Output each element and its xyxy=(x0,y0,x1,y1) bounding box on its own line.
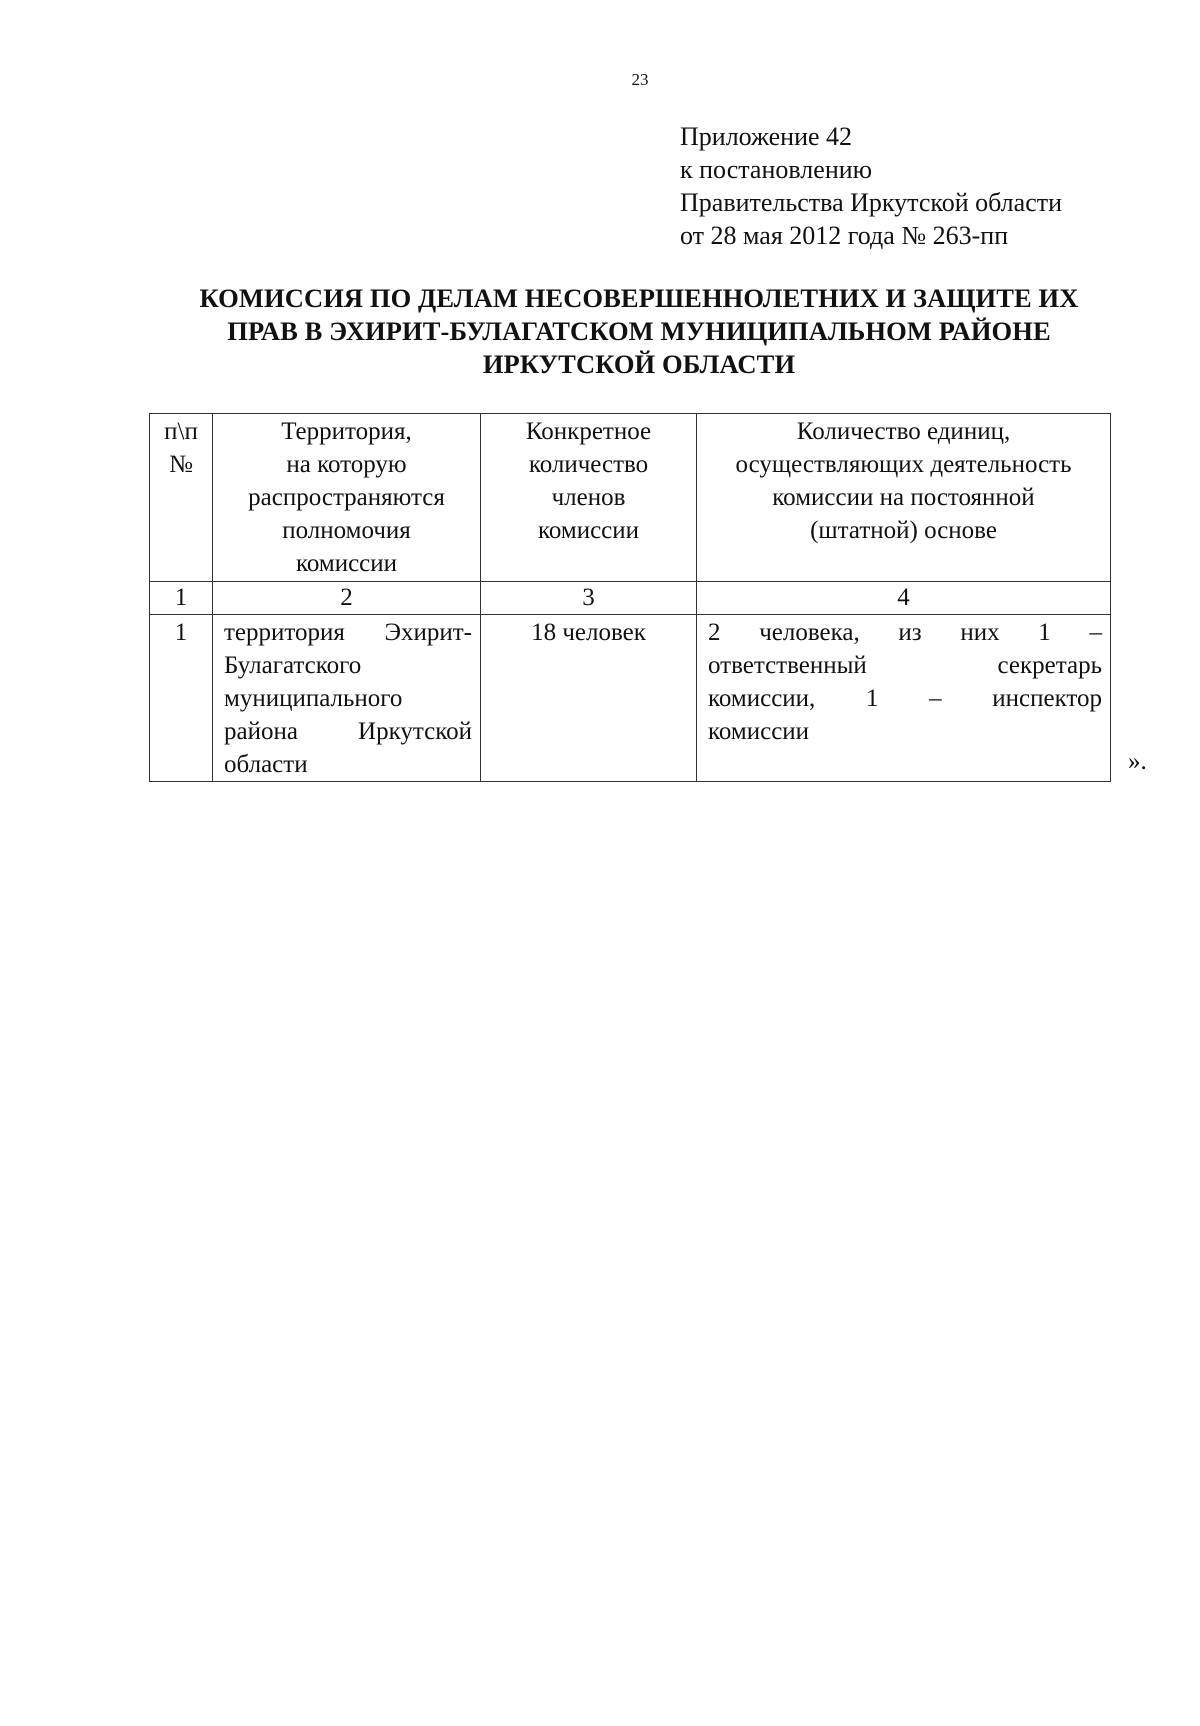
header-line: комиссии xyxy=(537,517,640,544)
header-number xyxy=(150,414,213,582)
row-territory xyxy=(213,615,481,782)
header-members xyxy=(481,414,697,582)
header-line: № xyxy=(169,451,193,478)
header-units xyxy=(697,414,1111,582)
units-line: комиссии, 1 – инспектор xyxy=(708,685,1102,712)
row-number: 1 xyxy=(150,615,213,782)
territory-line: Булагатского xyxy=(224,652,362,679)
territory-line: муниципального xyxy=(224,685,403,712)
title-line: ПРАВ В ЭХИРИТ-БУЛАГАТСКОМ МУНИЦИПАЛЬНОМ РАЙОНЕ xyxy=(227,316,1051,346)
column-number: 3 xyxy=(481,582,697,615)
title-line: КОМИССИЯ ПО ДЕЛАМ НЕСОВЕРШЕННОЛЕТНИХ И ЗАЩИТЕ ИХ xyxy=(199,283,1079,313)
header-line: (штатной) основе xyxy=(810,517,997,544)
document-title xyxy=(148,282,1130,381)
header-territory xyxy=(213,414,481,582)
table-row xyxy=(150,615,1111,782)
territory-line: территория Эхирит- xyxy=(224,619,472,646)
appendix-line: Приложение 42 xyxy=(680,122,853,151)
header-line: распространяются xyxy=(248,484,445,511)
header-line: п\п xyxy=(164,418,198,445)
header-line: комиссии xyxy=(295,550,398,577)
header-line: комиссии на постоянной xyxy=(772,484,1035,511)
header-line: осуществляющих деятельность xyxy=(735,451,1072,478)
header-line: количество xyxy=(528,451,649,478)
header-line: Количество единиц, xyxy=(796,418,1011,445)
appendix-line: Правительства Иркутской области xyxy=(680,188,1063,217)
commission-table xyxy=(149,413,1111,782)
appendix-line: к постановлению xyxy=(680,155,873,184)
territory-line: района Иркутской xyxy=(224,718,472,745)
column-number-row xyxy=(150,582,1111,615)
header-line: на которую xyxy=(286,451,407,478)
header-line: членов xyxy=(551,484,626,511)
header-line: Конкретное xyxy=(525,418,652,445)
title-line: ИРКУТСКОЙ ОБЛАСТИ xyxy=(482,349,796,379)
units-line: ответственный секретарь xyxy=(708,652,1102,679)
column-number: 1 xyxy=(150,582,213,615)
units-line: комиссии xyxy=(708,718,810,745)
table-header-row xyxy=(150,414,1111,582)
column-number: 2 xyxy=(213,582,481,615)
header-line: Территория, xyxy=(281,418,412,445)
units-line: 2 человека, из них 1 – xyxy=(708,619,1102,646)
appendix-block xyxy=(680,120,1062,252)
header-line: полномочия xyxy=(282,517,411,544)
territory-line: области xyxy=(224,751,308,778)
row-members: 18 человек xyxy=(481,615,697,782)
row-units xyxy=(697,615,1111,782)
page-number: 23 xyxy=(631,70,649,89)
appendix-line: от 28 мая 2012 года № 263-пп xyxy=(680,221,1009,250)
closing-quote: ». xyxy=(1128,748,1147,775)
column-number: 4 xyxy=(697,582,1111,615)
